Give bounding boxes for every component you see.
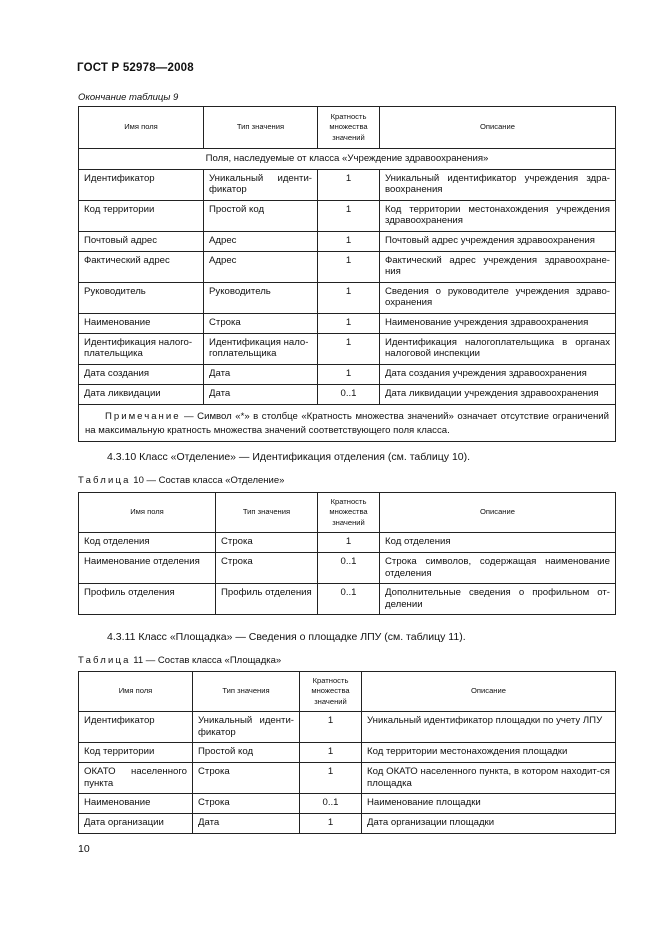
section-4-3-10: 4.3.10 Класс «Отделение» — Идентификация отделения (см. таблицу 10). bbox=[107, 451, 471, 463]
table-cell: Простой код bbox=[204, 200, 318, 231]
table-cell: Сведения о руководителе учреждения здраво-охранения bbox=[380, 282, 616, 313]
table-cell: Строка bbox=[216, 553, 318, 584]
table-cell: Профиль отделения bbox=[79, 584, 216, 615]
table-row bbox=[79, 231, 616, 251]
table-cell: Почтовый адрес bbox=[79, 231, 204, 251]
table-cell: Код отделения bbox=[79, 533, 216, 553]
table-cell: Дата bbox=[193, 814, 300, 834]
table-cell: 1 bbox=[318, 231, 380, 251]
table11-col-value-type: Тип значения bbox=[193, 672, 300, 712]
table-cell: 1 bbox=[318, 200, 380, 231]
table-cell: Руководитель bbox=[204, 282, 318, 313]
table11-caption bbox=[78, 655, 281, 666]
table-cell: Дата ликвидации учреждения здравоохранения bbox=[380, 384, 616, 404]
table-cell: Строка bbox=[204, 313, 318, 333]
table-cell: Идентификация нало-гоплательщика bbox=[204, 333, 318, 364]
table-cell: Код территории местонахождения площадки bbox=[362, 743, 616, 763]
table-cell: Простой код bbox=[193, 743, 300, 763]
table-cell: 0..1 bbox=[300, 794, 362, 814]
table11-col-field-name: Имя поля bbox=[79, 672, 193, 712]
table-cell: Строка bbox=[193, 794, 300, 814]
table-row bbox=[79, 364, 616, 384]
table-cell: Наименование отделения bbox=[79, 553, 216, 584]
table-cell: Руководитель bbox=[79, 282, 204, 313]
table-cell: 1 bbox=[318, 533, 380, 553]
table-cell: 1 bbox=[318, 313, 380, 333]
table11-caption-text: 11 — Состав класса «Площадка» bbox=[130, 655, 282, 666]
table-cell: 1 bbox=[300, 763, 362, 794]
table-cell: 1 bbox=[318, 333, 380, 364]
table-9 bbox=[78, 106, 616, 442]
table-cell: ОКАТО населенного пункта bbox=[79, 763, 193, 794]
table10-caption bbox=[78, 475, 284, 486]
table-cell: 1 bbox=[300, 712, 362, 743]
table-cell: 0..1 bbox=[318, 584, 380, 615]
table-row bbox=[79, 743, 616, 763]
table-cell: Код территории bbox=[79, 743, 193, 763]
table-row bbox=[79, 384, 616, 404]
table-cell: Уникальный идентификатор площадки по учету ЛПУ bbox=[362, 712, 616, 743]
table-cell: Дата bbox=[204, 384, 318, 404]
table9-col-description: Описание bbox=[380, 107, 616, 149]
table-cell: 1 bbox=[318, 251, 380, 282]
table-row bbox=[79, 763, 616, 794]
table11-col-multiplicity: Кратность множества значений bbox=[300, 672, 362, 712]
note-label: Примечание bbox=[105, 410, 181, 422]
table10-header-row bbox=[79, 493, 616, 533]
table10-caption-label: Таблица bbox=[78, 475, 131, 486]
table-row bbox=[79, 712, 616, 743]
table-cell: Строка bbox=[193, 763, 300, 794]
table-cell: Строка bbox=[216, 533, 318, 553]
table-cell: 1 bbox=[318, 364, 380, 384]
table9-note-row bbox=[79, 404, 616, 442]
table-cell: Строка символов, содержащая наименование отделения bbox=[380, 553, 616, 584]
table-row bbox=[79, 169, 616, 200]
table-row bbox=[79, 794, 616, 814]
table9-group-row bbox=[79, 149, 616, 170]
table-cell: Уникальный иденти-фикатор bbox=[193, 712, 300, 743]
table-cell: Дата организации bbox=[79, 814, 193, 834]
table-cell: Идентификатор bbox=[79, 712, 193, 743]
table-row bbox=[79, 553, 616, 584]
table9-col-value-type: Тип значения bbox=[204, 107, 318, 149]
table-cell: Дата ликвидации bbox=[79, 384, 204, 404]
table11-col-description: Описание bbox=[362, 672, 616, 712]
table-cell: Адрес bbox=[204, 251, 318, 282]
table-cell: Наименование учреждения здравоохранения bbox=[380, 313, 616, 333]
table-cell: Наименование площадки bbox=[362, 794, 616, 814]
table-11 bbox=[78, 671, 616, 834]
table-row bbox=[79, 584, 616, 615]
table-row bbox=[79, 313, 616, 333]
table-row bbox=[79, 282, 616, 313]
table10-col-multiplicity: Кратность множества значений bbox=[318, 493, 380, 533]
table9-col-multiplicity: Кратность множества значений bbox=[318, 107, 380, 149]
table10-col-value-type: Тип значения bbox=[216, 493, 318, 533]
table-row bbox=[79, 333, 616, 364]
table-cell: 1 bbox=[318, 282, 380, 313]
table-cell: Фактический адрес bbox=[79, 251, 204, 282]
table10-caption-text: 10 — Состав класса «Отделение» bbox=[130, 475, 285, 486]
table10-col-description: Описание bbox=[380, 493, 616, 533]
table-cell: 1 bbox=[318, 169, 380, 200]
table-cell: Дата создания учреждения здравоохранения bbox=[380, 364, 616, 384]
table-cell: Дата bbox=[204, 364, 318, 384]
table-cell: Уникальный иденти-фикатор bbox=[204, 169, 318, 200]
table11-caption-label: Таблица bbox=[78, 655, 131, 666]
page-number: 10 bbox=[78, 843, 90, 855]
table-cell: Уникальный идентификатор учреждения здра-воохранения bbox=[380, 169, 616, 200]
table-cell: Код территории местонахождения учреждения здравоохранения bbox=[380, 200, 616, 231]
table9-continuation-caption: Окончание таблицы 9 bbox=[78, 92, 179, 103]
table-cell: Код ОКАТО населенного пункта, в котором находит-ся площадка bbox=[362, 763, 616, 794]
table-cell: Код территории bbox=[79, 200, 204, 231]
table10-col-field-name: Имя поля bbox=[79, 493, 216, 533]
table9-note bbox=[79, 404, 616, 442]
table-cell: Идентификатор bbox=[79, 169, 204, 200]
document-header: ГОСТ Р 52978—2008 bbox=[77, 62, 194, 74]
table-cell: Дата создания bbox=[79, 364, 204, 384]
table-cell: Идентификация налого-плательщика bbox=[79, 333, 204, 364]
table-cell: Наименование bbox=[79, 794, 193, 814]
table-cell: Профиль отделения bbox=[216, 584, 318, 615]
table11-header-row bbox=[79, 672, 616, 712]
table-row bbox=[79, 814, 616, 834]
table-cell: Фактический адрес учреждения здравоохране-ния bbox=[380, 251, 616, 282]
table-cell: Код отделения bbox=[380, 533, 616, 553]
table-cell: 1 bbox=[300, 814, 362, 834]
section-4-3-11: 4.3.11 Класс «Площадка» — Сведения о площадке ЛПУ (см. таблицу 11). bbox=[107, 631, 466, 643]
table-cell: Дата организации площадки bbox=[362, 814, 616, 834]
table-10 bbox=[78, 492, 616, 615]
table-cell: Наименование bbox=[79, 313, 204, 333]
table-row bbox=[79, 200, 616, 231]
table-cell: 0..1 bbox=[318, 553, 380, 584]
table9-col-field-name: Имя поля bbox=[79, 107, 204, 149]
table-cell: Идентификация налогоплательщика в органах налоговой инспекции bbox=[380, 333, 616, 364]
note-text: — Символ «*» в столбце «Кратность множества значений» означает отсутствие ограничений на максимальную кратность множества значений соответствующего поля класса. bbox=[85, 410, 609, 436]
table-row bbox=[79, 533, 616, 553]
table-row bbox=[79, 251, 616, 282]
table-cell: 0..1 bbox=[318, 384, 380, 404]
table9-group-label: Поля, наследуемые от класса «Учреждение здравоохранения» bbox=[79, 149, 616, 170]
table-cell: Почтовый адрес учреждения здравоохранения bbox=[380, 231, 616, 251]
table9-header-row bbox=[79, 107, 616, 149]
table-cell: 1 bbox=[300, 743, 362, 763]
table-cell: Дополнительные сведения о профильном от-делении bbox=[380, 584, 616, 615]
table-cell: Адрес bbox=[204, 231, 318, 251]
